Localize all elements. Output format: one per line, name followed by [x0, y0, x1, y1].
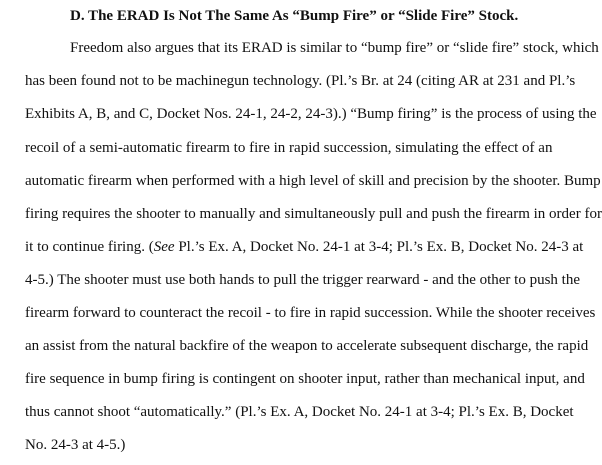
paragraph-line-3: Exhibits A, B, and C, Docket Nos. 24-1, 24-2, 24-3).) “Bump firing” is the process of using the [25, 106, 597, 122]
section-heading: D. The ERAD Is Not The Same As “Bump Fire” or “Slide Fire” Stock. [70, 8, 519, 24]
paragraph-line-8: 4-5.) The shooter must use both hands to pull the trigger rearward - and the other to push the [25, 272, 581, 288]
paragraph-line-6: firing requires the shooter to manually and simultaneously pull and push the firearm in order for [25, 206, 602, 222]
paragraph-line-5: automatic firearm when performed with a high level of skill and precision by the shooter. Bump [25, 173, 601, 189]
paragraph-line-7: it to continue firing. (See Pl.’s Ex. A, Docket No. 24-1 at 3-4; Pl.’s Ex. B, Docket No. 24-3 at [25, 239, 584, 255]
paragraph-line-4: recoil of a semi-automatic firearm to fire in rapid succession, simulating the effect of an [25, 140, 553, 156]
paragraph-line-13: No. 24-3 at 4-5.) [25, 437, 126, 453]
paragraph-line-1: Freedom also argues that its ERAD is similar to “bump fire” or “slide fire” stock, which [70, 40, 599, 56]
citation-signal: See [153, 239, 175, 255]
paragraph-line-12: thus cannot shoot “automatically.” (Pl.’s Ex. A, Docket No. 24-1 at 3-4; Pl.’s Ex. B, Docket [25, 404, 574, 420]
paragraph-line-11: fire sequence in bump firing is contingent on shooter input, rather than mechanical input, and [25, 371, 585, 387]
paragraph-line-9: firearm forward to counteract the recoil - to fire in rapid succession. While the shooter receives [25, 305, 596, 321]
paragraph-line-10: an assist from the natural backfire of the weapon to accelerate subsequent discharge, the rapid [25, 338, 589, 354]
paragraph-line-2: has been found not to be machinegun technology. (Pl.’s Br. at 24 (citing AR at 231 and Pl.’s [25, 73, 576, 89]
